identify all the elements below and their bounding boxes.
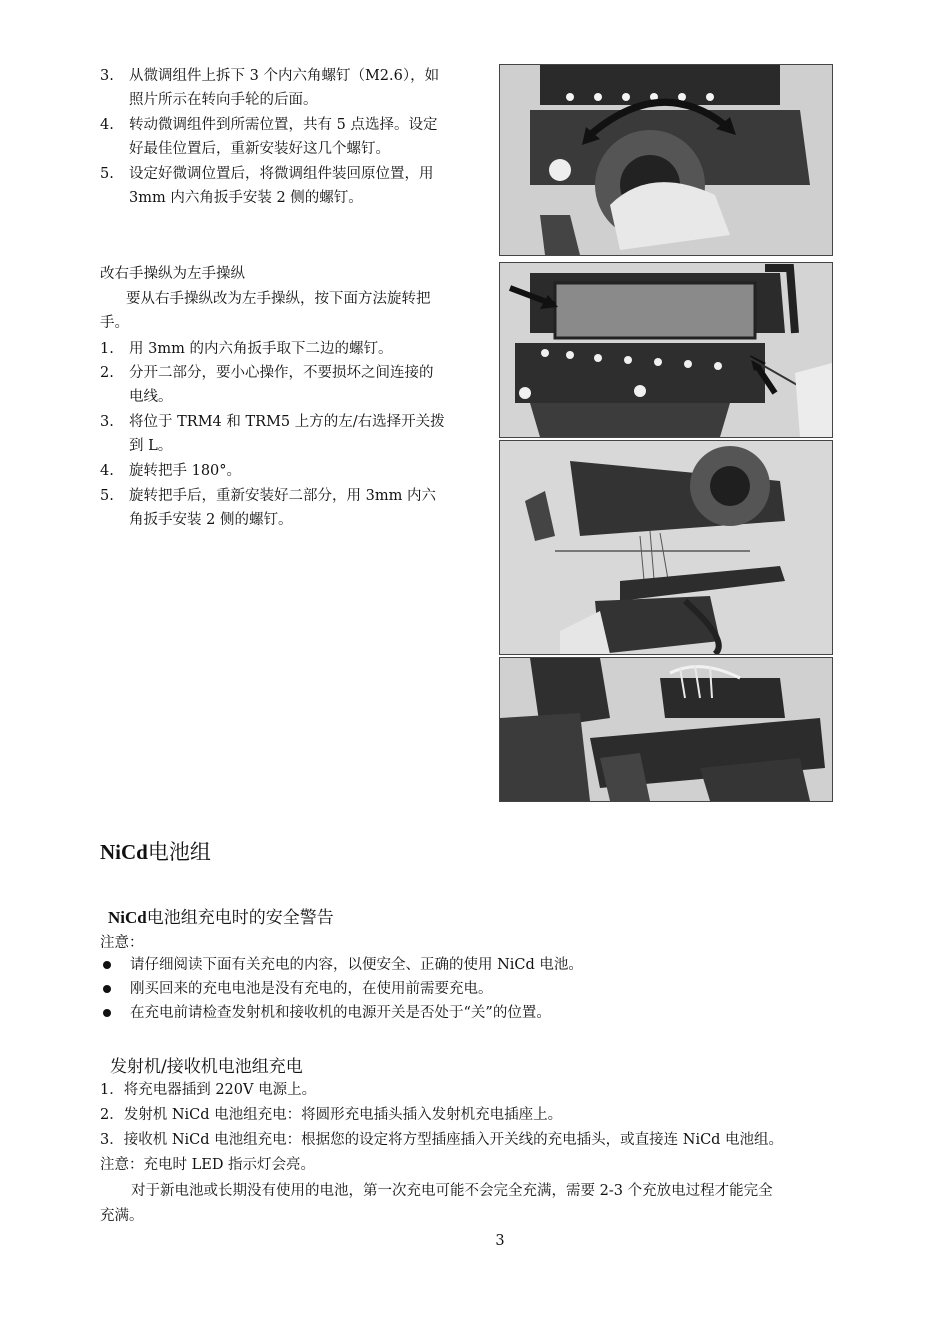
trim-steps: 3. 从微调组件上拆下 3 个内六角螺钉（M2.6），如 照片所示在转向手轮的后面。 4. 转动微调组件到所需位置，共有 5 点选择。设定 好最佳位置后，重新安装好这几个螺钉。 5. 设定好微调位置后，将微调组件装回原位置，用 3mm 内六角扳手安装 2 侧的螺钉。: [100, 68, 440, 206]
photo-rotate-grip: [499, 657, 833, 802]
list-item: 刚买回来的充电电池是没有充电的，在使用前需要充电。: [130, 981, 493, 997]
list-item: 请仔细阅读下面有关充电的内容，以便安全、正确的使用 NiCd 电池。: [130, 957, 583, 973]
left-hand-steps: 1. 用 3mm 的内六角扳手取下二边的螺钉。 2. 分开二部分，要小心操作，不要损坏之间连接的 电线。 3. 将位于 TRM4 和 TRM5 上方的左/右选择开关拨 到 L。 4. 旋转把手 180°。 5. 旋转把手后，重新安装好二部分，用 3mm 内六 角扳手安装 2 侧的螺钉。: [100, 341, 445, 528]
bullet-icon: [103, 961, 111, 969]
charge-note: 注意：充电时 LED 指示灯会亮。: [100, 1157, 316, 1173]
note-label: 注意：: [100, 935, 144, 951]
list-item: 3．接收机 NiCd 电池组充电：根据您的设定将方型插座插入开关线的充电插头，或直接连 NiCd 电池组。: [100, 1132, 784, 1148]
body-text: 对于新电池或长期没有使用的电池，第一次充电可能不会完全充满，需要 2-3 个充放电过程才能完全: [131, 1183, 773, 1199]
subsection-title-safety: NiCd电池组充电时的安全警告: [108, 908, 334, 928]
photo-separate-parts: [499, 440, 833, 655]
intro-text: 要从右手操纵改为左手操纵，按下面方法旋转把: [126, 291, 431, 307]
bullet-icon: [103, 1009, 111, 1017]
section-title-left-hand: 改右手操纵为左手操纵: [100, 266, 245, 282]
bullet-icon: [103, 985, 111, 993]
page-number: 3: [495, 1233, 505, 1249]
list-item: 2．发射机 NiCd 电池组充电：将圆形充电插头插入发射机充电插座上。: [100, 1107, 563, 1123]
intro-text: 手。: [100, 315, 129, 331]
photo-remove-screws: [499, 262, 833, 438]
section-title-nicd: NiCd电池组: [100, 840, 211, 864]
subsection-title-charging: 发射机/接收机电池组充电: [110, 1057, 303, 1077]
list-item: 在充电前请检查发射机和接收机的电源开关是否处于“关”的位置。: [130, 1005, 551, 1021]
body-text: 充满。: [100, 1208, 144, 1224]
list-item: 1．将充电器插到 220V 电源上。: [100, 1082, 317, 1098]
photo-trim-adjust: [499, 64, 833, 256]
